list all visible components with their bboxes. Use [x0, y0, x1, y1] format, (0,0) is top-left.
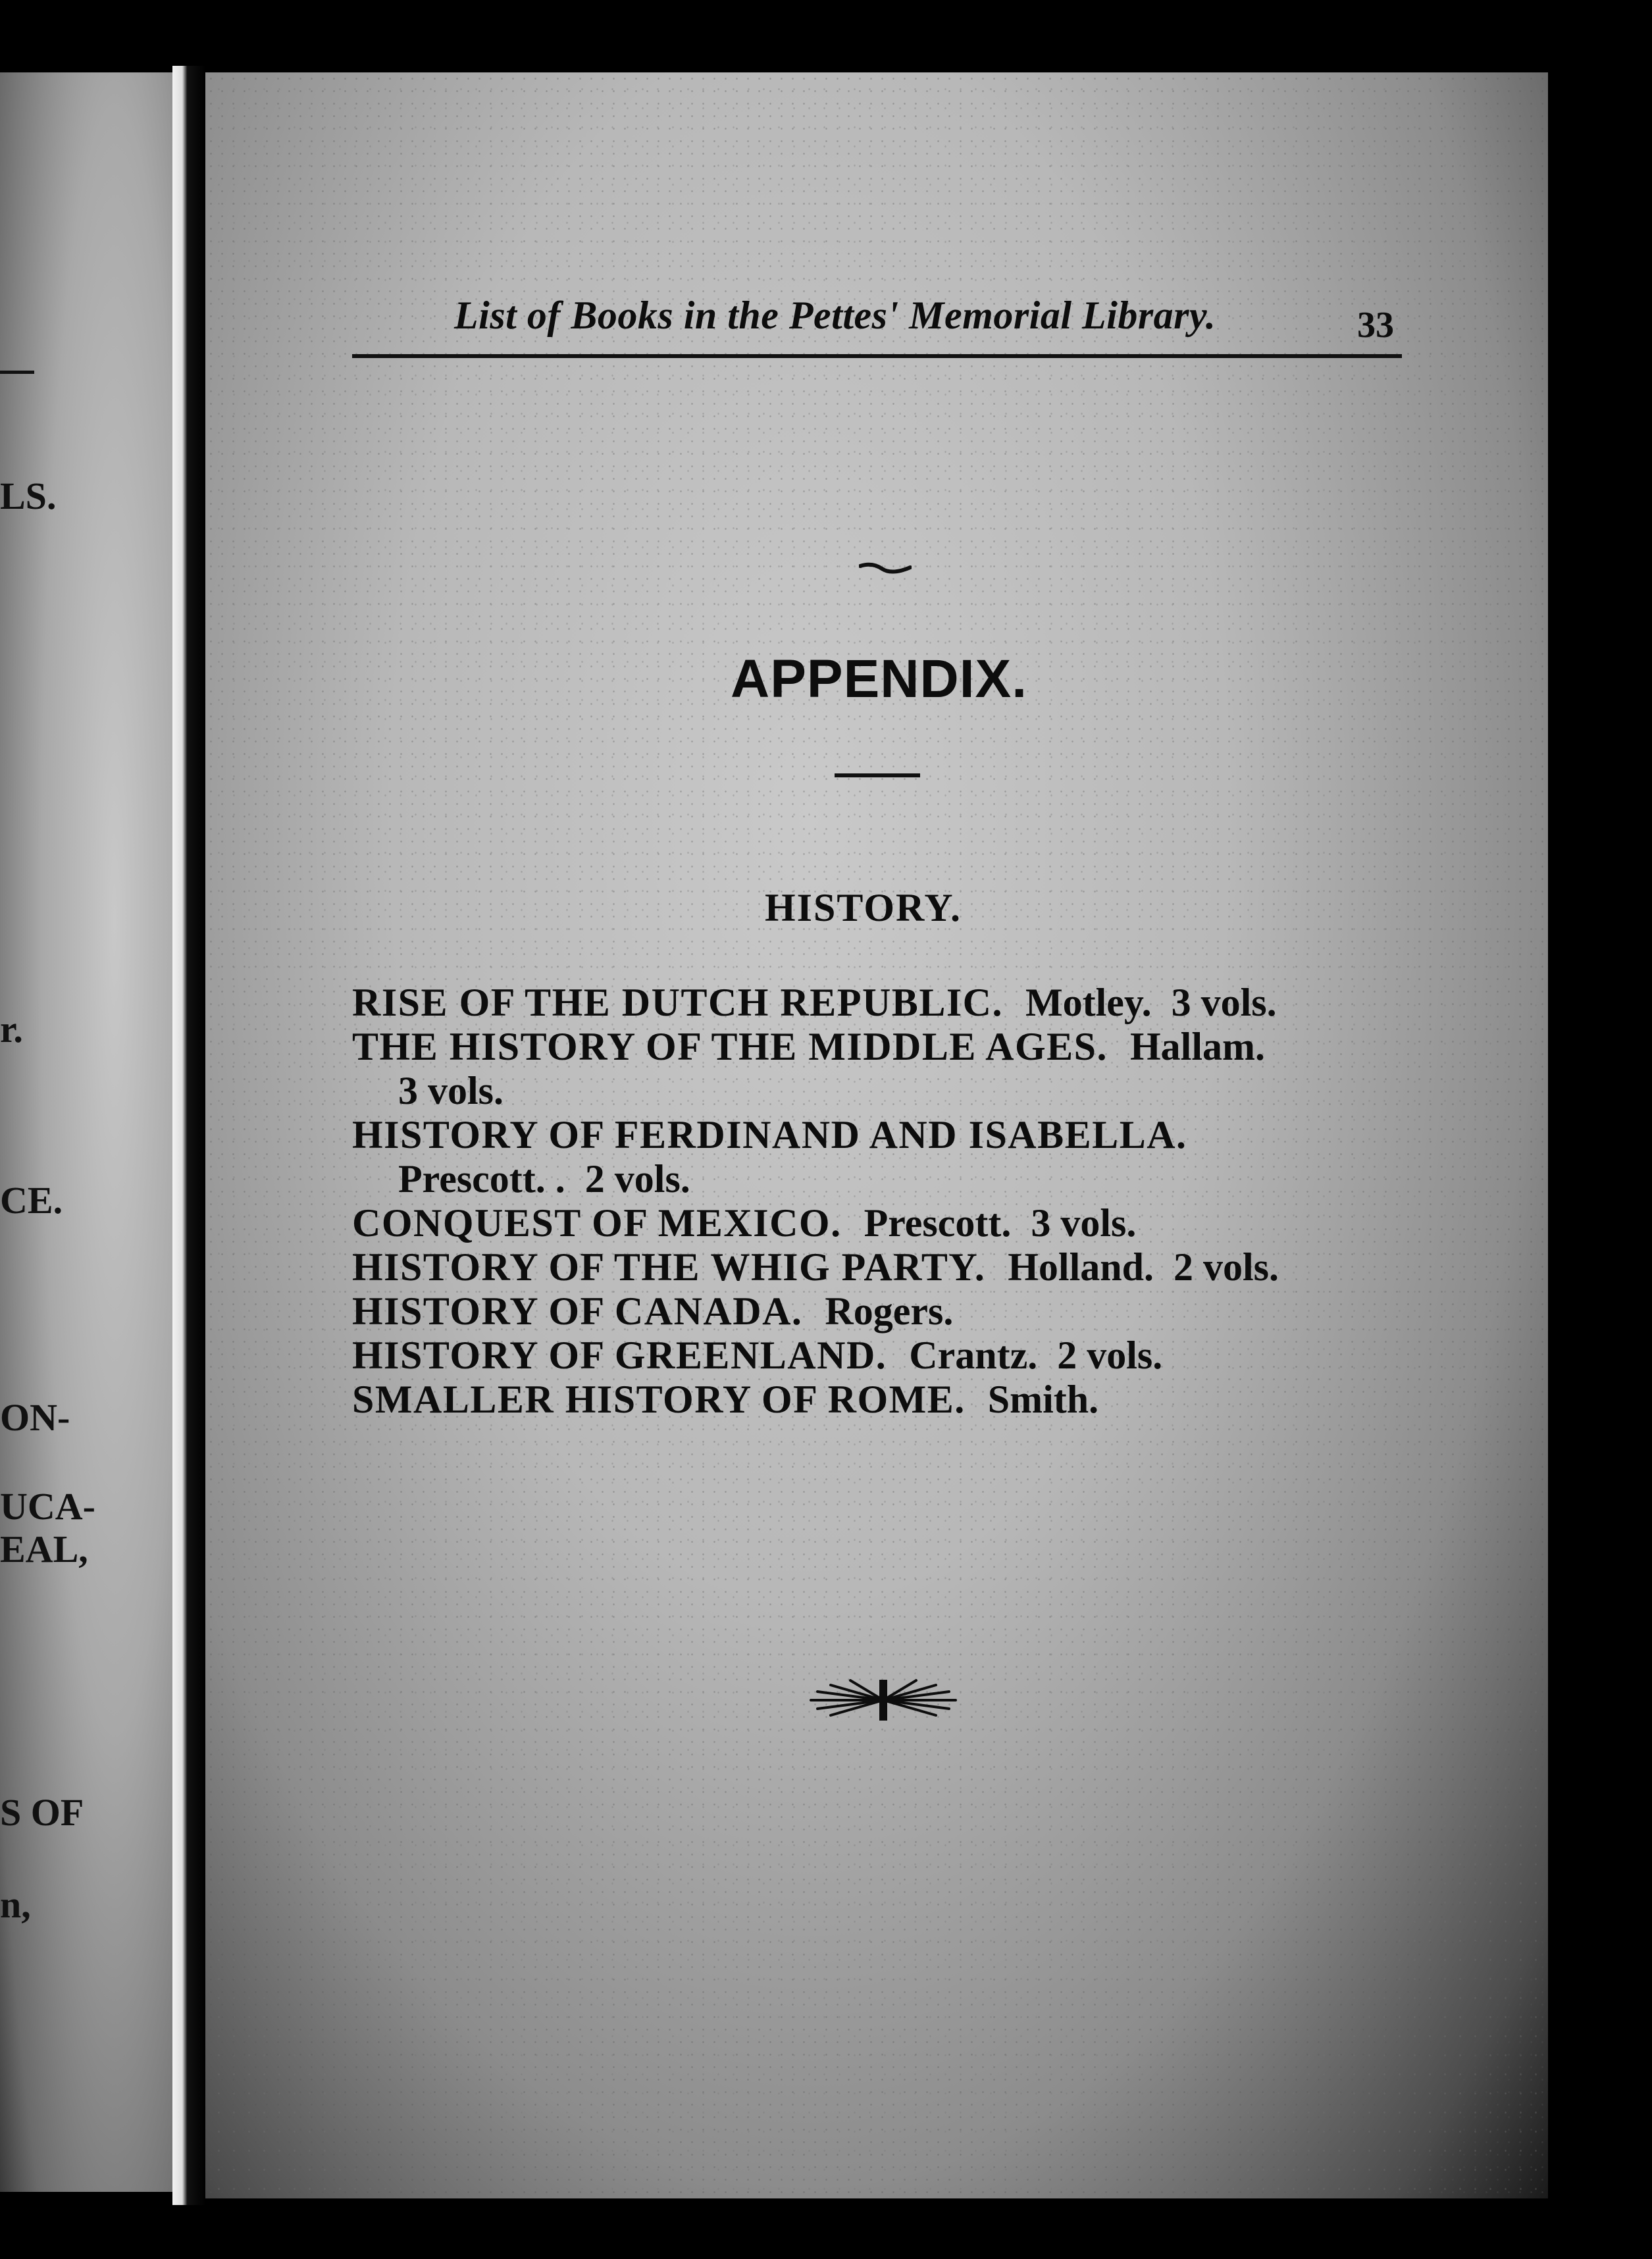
section-heading: HISTORY.	[765, 886, 962, 929]
list-item	[352, 1378, 1412, 1422]
previous-page-fragment: UCA-	[0, 1485, 95, 1528]
book-volumes: 2 vols.	[1173, 1245, 1279, 1289]
previous-page	[0, 72, 191, 2192]
previous-page-fragment: LS.	[0, 475, 57, 517]
page-number: 33	[1357, 305, 1394, 346]
book-volumes: 3 vols.	[1171, 981, 1277, 1024]
book-volumes: 2 vols.	[1057, 1334, 1163, 1377]
ink-mark-icon	[859, 559, 912, 579]
previous-page-fragment: S OF	[0, 1791, 84, 1834]
list-item	[352, 1334, 1412, 1378]
book-title: HISTORY OF FERDINAND AND ISABELLA.	[352, 1113, 1187, 1156]
book-author: Motley.	[1025, 981, 1152, 1024]
book-volumes: 3 vols.	[398, 1069, 504, 1112]
book-author: Holland.	[1008, 1245, 1154, 1289]
list-item	[352, 1113, 1412, 1201]
book-title: HISTORY OF GREENLAND.	[352, 1334, 887, 1377]
title-rule	[835, 773, 920, 777]
previous-page-rule	[0, 371, 34, 374]
book-title: HISTORY OF CANADA.	[352, 1289, 803, 1333]
book-author: Prescott.	[864, 1201, 1012, 1245]
running-head: List of Books in the Pettes' Memorial Library.	[454, 294, 1216, 337]
book-list	[352, 981, 1412, 1422]
book-title: SMALLER HISTORY OF ROME.	[352, 1378, 966, 1421]
previous-page-fragment: CE.	[0, 1179, 63, 1222]
book-author: Smith.	[987, 1378, 1099, 1421]
previous-page-fragment: EAL,	[0, 1528, 88, 1571]
book-author: Hallam.	[1130, 1025, 1266, 1068]
book-volumes: 2 vols.	[584, 1157, 690, 1201]
header-rule	[352, 354, 1402, 358]
previous-page-fragment: r.	[0, 1008, 23, 1051]
appendix-title: APPENDIX.	[731, 649, 1027, 709]
book-continuation	[352, 1157, 1412, 1201]
book-title: RISE OF THE DUTCH REPUBLIC.	[352, 981, 1004, 1024]
list-item	[352, 1025, 1412, 1113]
book-gutter	[172, 66, 205, 2205]
previous-page-fragment: ON-	[0, 1396, 70, 1439]
book-author: Crantz.	[909, 1334, 1038, 1377]
book-volumes: 3 vols.	[1031, 1201, 1137, 1245]
book-title: HISTORY OF THE WHIG PARTY.	[352, 1245, 986, 1289]
previous-page-fragment: n,	[0, 1883, 31, 1926]
book-author: Rogers.	[825, 1289, 954, 1333]
book-title: CONQUEST OF MEXICO.	[352, 1201, 842, 1245]
list-item	[352, 1289, 1412, 1334]
sunburst-ornament-icon	[804, 1677, 962, 1723]
book-author: Prescott. .	[398, 1157, 565, 1201]
list-item	[352, 981, 1412, 1025]
list-item	[352, 1201, 1412, 1245]
book-title: THE HISTORY OF THE MIDDLE AGES.	[352, 1025, 1108, 1068]
list-item	[352, 1245, 1412, 1289]
